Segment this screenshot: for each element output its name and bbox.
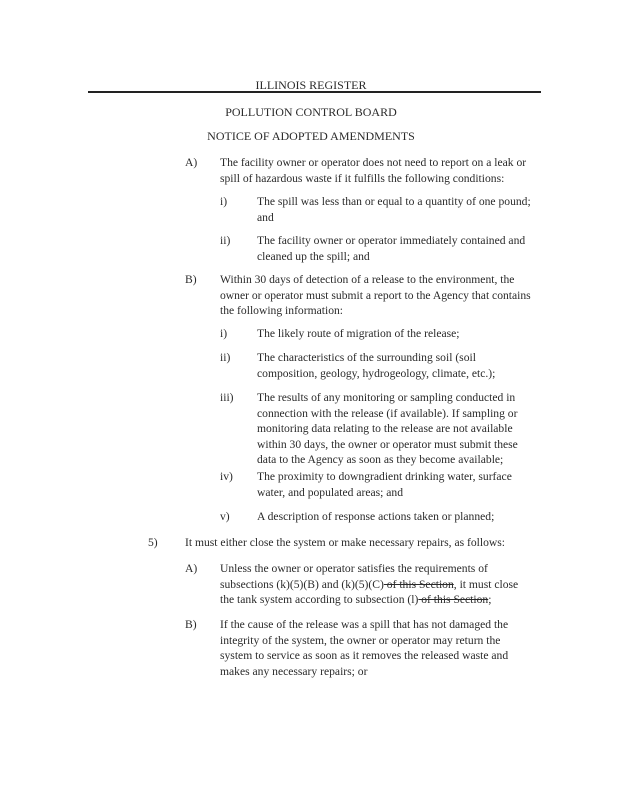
item-line: within 30 days, the owner or operator must submit these	[257, 437, 518, 451]
item-b-line: owner or operator must submit a report to the Agency that contains	[220, 288, 531, 302]
item-line: makes any necessary repairs; or	[220, 664, 368, 678]
item-line: integrity of the system, the owner or operator may return the	[220, 633, 501, 647]
item-line: cleaned up the spill; and	[257, 249, 370, 263]
item-line: The results of any monitoring or sampling conducted in	[257, 391, 516, 404]
item-b-iii-label: iii)	[220, 391, 234, 404]
item-a-line: The facility owner or operator does not need to report on a leak or	[220, 156, 527, 169]
section-5-label: 5)	[148, 536, 158, 549]
item-a-i-text	[257, 194, 531, 225]
section-5-a-text	[220, 561, 518, 608]
item-line	[220, 592, 518, 608]
item-a-label: A)	[185, 156, 198, 169]
item-b-i-text	[257, 326, 460, 342]
item-line: The facility owner or operator immediately contained and	[257, 234, 526, 247]
item-b-text	[220, 272, 531, 319]
section-5-b-label: B)	[185, 618, 197, 631]
item-b-v-label: v)	[220, 510, 230, 523]
item-line: water, and populated areas; and	[257, 485, 404, 499]
item-line	[220, 577, 518, 593]
text-run: subsections (k)(5)(B) and (k)(5)(C)	[220, 577, 384, 591]
register-title: ILLINOIS REGISTER	[255, 78, 367, 92]
item-b-label: B)	[185, 273, 197, 286]
item-line: and	[257, 210, 274, 224]
section-5-b-text	[220, 617, 508, 679]
item-line: The characteristics of the surrounding soil (soil	[257, 351, 476, 364]
item-b-v-text	[257, 509, 494, 525]
text-run: ;	[488, 593, 492, 607]
item-b-i-label: i)	[220, 327, 228, 340]
item-b-ii-label: ii)	[220, 351, 231, 364]
item-line: monitoring data relating to the release are not available	[257, 422, 513, 436]
item-a-ii-label: ii)	[220, 234, 231, 247]
item-line: connection with the release (if available). If sampling or	[257, 406, 518, 420]
item-line: A description of response actions taken or planned;	[257, 510, 495, 523]
struck-text: of this Section	[383, 577, 454, 591]
item-line: The spill was less than or equal to a quantity of one pound;	[257, 195, 531, 208]
item-a-text	[220, 155, 526, 186]
text-run: the tank system according to subsection (l)	[220, 593, 419, 607]
section-5-text: It must either close the system or make necessary repairs, as follows:	[185, 536, 506, 549]
item-a-ii-text	[257, 233, 525, 264]
item-b-line: the following information:	[220, 304, 344, 318]
board-title: POLLUTION CONTROL BOARD	[225, 105, 397, 119]
struck-text: of this Section	[418, 593, 489, 607]
section-5-a-label: A)	[185, 562, 198, 575]
item-b-iv-label: iv)	[220, 470, 233, 483]
item-line: If the cause of the release was a spill that has not damaged the	[220, 618, 509, 631]
item-b-ii-text	[257, 350, 495, 381]
item-a-i-label: i)	[220, 195, 228, 208]
item-b-iii-text	[257, 390, 518, 468]
header-rule	[88, 91, 541, 93]
item-line: system to service as soon as it removes the released waste and	[220, 649, 509, 663]
text-run: , it must close	[453, 577, 519, 591]
item-b-line: Within 30 days of detection of a release to the environment, the	[220, 273, 515, 286]
item-line: data to the Agency as soon as they become available;	[257, 453, 504, 467]
item-a-line: spill of hazardous waste if it fulfills the following conditions:	[220, 171, 505, 185]
item-line: The proximity to downgradient drinking water, surface	[257, 470, 512, 483]
notice-title: NOTICE OF ADOPTED AMENDMENTS	[207, 129, 415, 143]
item-line: composition, geology, hydrogeology, climate, etc.);	[257, 366, 496, 380]
item-b-iv-text	[257, 469, 512, 500]
item-line: Unless the owner or operator satisfies the requirements of	[220, 562, 488, 575]
item-line: The likely route of migration of the release;	[257, 327, 460, 340]
